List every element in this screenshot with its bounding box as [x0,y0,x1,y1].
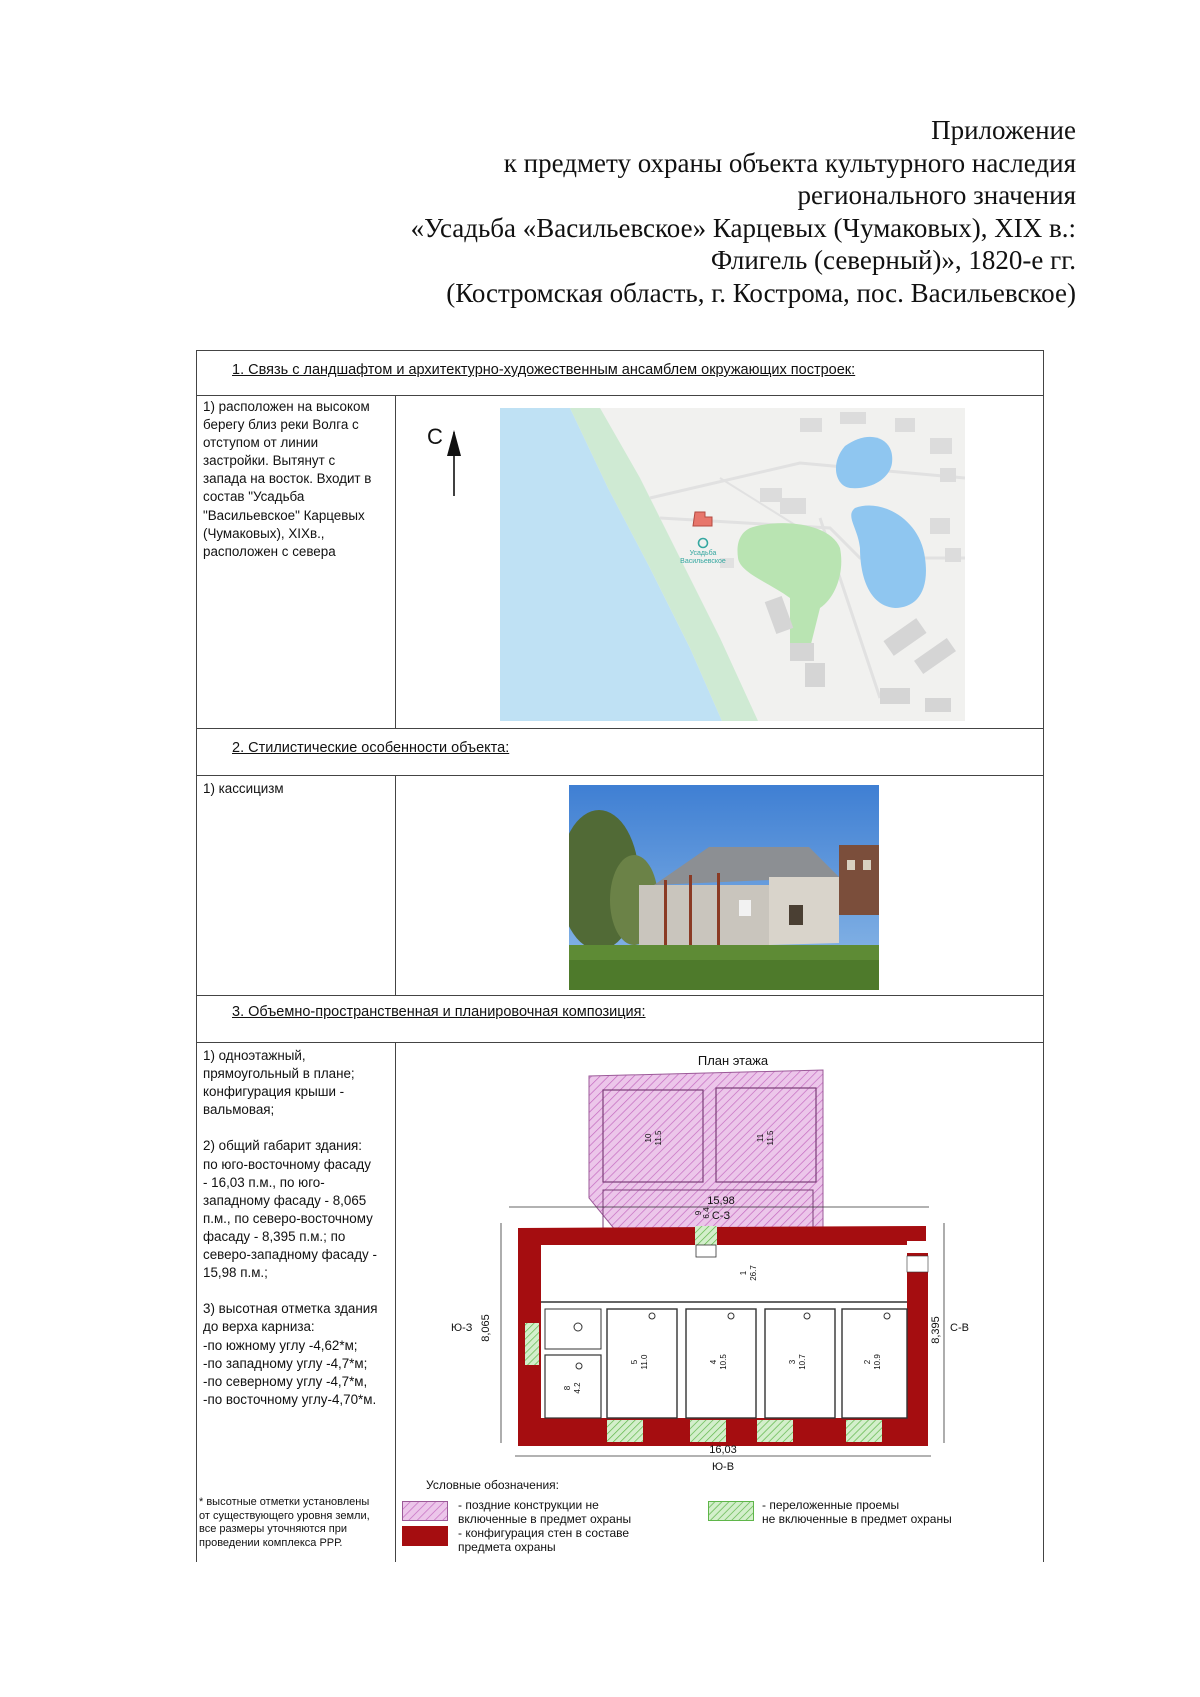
table-border [395,395,396,728]
room-area: 10.7 [798,1354,807,1370]
text-line: берегу близ реки Волга с [203,417,359,433]
text-line: запада на восток. Входит в [203,471,372,487]
composition-description [203,1047,395,1409]
north-arrow-icon [424,420,464,500]
text-line: * высотные отметки установлены [199,1496,370,1508]
infilled-opening [695,1226,717,1245]
table-border [196,1042,1044,1043]
infilled-opening [607,1420,643,1442]
section-title-landscape: 1. Связь с ландшафтом и архитектурно-художественным ансамблем окружающих построек: [232,362,856,378]
floor-plan [441,1048,971,1488]
text-line: 1) расположен на высоком [203,399,370,414]
document-header [411,114,1076,310]
text-line: предмета охраны [458,1540,556,1554]
text-line: -по южному углу -4,62*м; [203,1337,358,1353]
table-border [196,395,1044,396]
section-title-style: 2. Стилистические особенности объекта: [232,740,510,756]
text-line: северо-западному фасаду - [203,1247,377,1263]
room-label: 9 [694,1210,703,1216]
table-border [196,350,1044,351]
legend-item-openings [762,1498,952,1526]
text-line: состав "Усадьба [203,489,305,505]
text-line: 1) кассицизм [203,781,284,796]
room-label: 8 [563,1385,572,1391]
legend-item-late [458,1498,631,1526]
dim-bottom: 16,03 [709,1444,737,1456]
infilled-opening [757,1420,793,1442]
text-line: - поздние конструкции не [458,1498,599,1512]
room-label: 11 [756,1133,765,1143]
infilled-opening [525,1323,539,1365]
room-area: 11.5 [766,1130,775,1146]
table-border [1043,350,1044,1562]
room-area: 10.9 [873,1354,882,1370]
text-line [203,1282,395,1300]
protection-table [196,350,1044,1562]
room-label: 4 [709,1359,718,1365]
room-area: 11.0 [640,1354,649,1370]
room-area: 10.5 [719,1354,728,1370]
text-line: отступом от линии [203,435,319,451]
legend-item-walls [458,1526,629,1554]
legend-title: Условные обозначения: [426,1478,559,1492]
room-label: 5 [630,1359,639,1365]
room-area: 26.7 [749,1265,758,1281]
header-line: к предмету охраны объекта культурного наследия [503,147,1076,178]
room-label: 10 [644,1133,653,1143]
text-line [203,1119,395,1137]
text-line: - переложенные проемы [762,1498,900,1512]
svg-text:Васильевское: Васильевское [680,558,726,565]
table-border [196,775,1044,776]
header-line: «Усадьба «Васильевское» Карцевых (Чумаковых), XIX в.: [410,212,1076,243]
room-area: 4.2 [573,1382,582,1394]
legend-swatch-late [402,1501,448,1521]
text-line: 15,98 п.м.; [203,1265,268,1281]
text-line: -по западному углу -4,7*м; [203,1355,368,1371]
text-line: прямоугольный в плане; [203,1066,355,1082]
text-line: от существующего уровня земли, [199,1509,370,1522]
room-label: 2 [863,1359,872,1365]
text-line: по юго-восточному фасаду [203,1156,371,1172]
table-border [196,728,1044,729]
location-map [500,408,965,721]
table-border [395,775,396,995]
text-line: п.м., по северо-восточному [203,1210,373,1226]
text-line: (Чумаковых), XIXв., [203,525,325,541]
text-line: вальмовая; [203,1102,275,1118]
text-line: 2) общий габарит здания: [203,1138,363,1154]
text-line: проведении комплекса РРР. [199,1536,343,1549]
dim-left: 8,065 [480,1314,492,1342]
text-line: включенные в предмет охраны [458,1512,632,1526]
text-line: конфигурация крыши - [203,1084,345,1100]
text-line: застройки. Вытянут с [203,453,336,469]
dim-top: 15,98 [707,1195,735,1207]
text-line: фасаду - 8,395 п.м.; по [203,1228,346,1244]
room-1 [541,1245,907,1418]
header-line: регионального значения [797,180,1076,211]
table-border [196,350,197,1562]
text-line: "Васильевское" Карцевых [203,507,365,523]
legend-swatch-walls [402,1526,448,1546]
dir-top: С-З [711,1210,731,1222]
section-title-composition: 3. Объемно-пространственная и планировочная композиция: [232,1004,646,1020]
text-line: 3) высотная отметка здания [203,1301,378,1317]
text-line: западному фасаду - 8,065 [203,1192,367,1208]
text-line: 1) одноэтажный, [203,1048,306,1063]
infilled-opening [846,1420,882,1442]
room-area: 6.4 [702,1207,711,1219]
landscape-description [203,398,395,561]
dir-bottom: Ю-В [711,1461,735,1473]
room-label: 1 [739,1270,748,1276]
header-line: Приложение [931,115,1076,145]
text-line: до верха карниза: [203,1319,315,1335]
text-line: расположен с севера [203,543,336,559]
dir-right: С-В [950,1322,969,1334]
infilled-opening [690,1420,726,1442]
text-line: -по восточному углу-4,70*м. [203,1391,377,1407]
text-line: -по северному углу -4,7*м, [203,1373,368,1389]
text-line: - конфигурация стен в составе [458,1526,630,1540]
text-line: не включенные в предмет охраны [762,1512,952,1526]
room-label: 3 [788,1359,797,1365]
style-description [203,780,395,798]
header-line: (Костромская область, г. Кострома, пос. Васильевское) [446,277,1076,308]
building-photo [569,785,879,990]
text-line: - 16,03 п.м., по юго- [203,1174,325,1190]
plan-title: План этажа [697,1053,769,1068]
north-label: С [427,424,443,449]
room-area: 11.5 [654,1130,663,1146]
text-line: все размеры уточняются при [199,1523,348,1536]
dim-right: 8,395 [930,1316,942,1344]
header-line: Флигель (северный)», 1820-е гг. [710,245,1076,276]
table-border [395,1042,396,1562]
legend-swatch-openings [708,1501,754,1521]
table-border [196,995,1044,996]
dir-left: Ю-З [451,1322,473,1334]
footnote [199,1496,394,1550]
svg-text:Усадьба: Усадьба [689,550,717,557]
